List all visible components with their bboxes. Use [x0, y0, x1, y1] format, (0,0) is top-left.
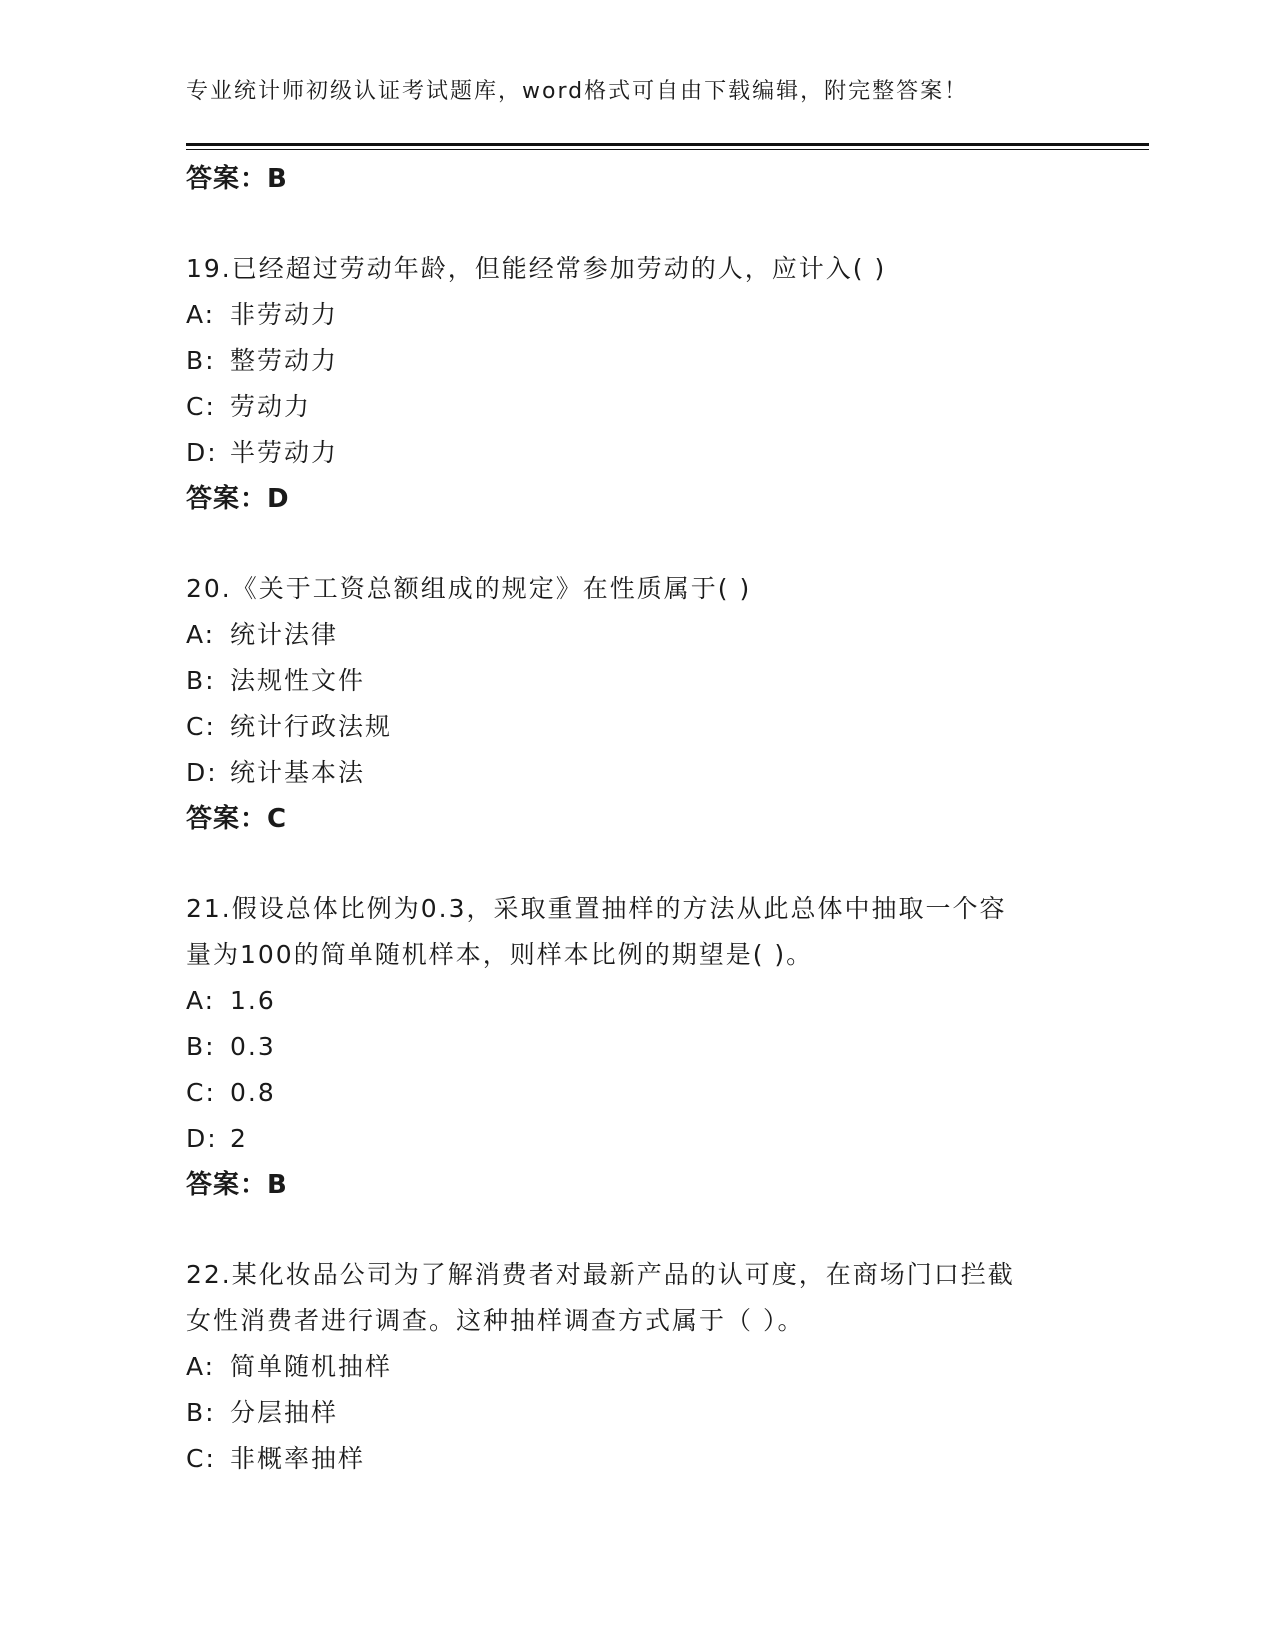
option-d	[186, 1116, 1086, 1162]
option-b	[186, 338, 1086, 384]
option-a	[186, 612, 1086, 658]
header-rule-thick	[186, 143, 1149, 146]
option-b	[186, 658, 1086, 704]
option-a	[186, 292, 1086, 338]
question-22	[186, 1252, 1086, 1482]
question-stem-line2: 量为100的简单随机样本，则样本比例的期望是( )。	[186, 940, 814, 969]
option-c	[186, 1070, 1086, 1116]
answer-line: 答案：C	[186, 804, 288, 834]
option-text: 1.6	[230, 986, 276, 1015]
option-b	[186, 1024, 1086, 1070]
option-text: 统计行政法规	[230, 712, 393, 741]
option-letter: C:	[186, 1444, 216, 1473]
question-stem-line1: 21.假设总体比例为0.3，采取重置抽样的方法从此总体中抽取一个容	[186, 894, 1007, 923]
header-rule-thin	[186, 149, 1149, 150]
option-letter: D:	[186, 1124, 218, 1153]
option-c	[186, 384, 1086, 430]
option-letter: B:	[186, 1032, 216, 1061]
option-text: 简单随机抽样	[230, 1352, 393, 1381]
question-stem: 19.已经超过劳动年龄，但能经常参加劳动的人，应计入( )	[186, 254, 887, 283]
option-letter: D:	[186, 758, 218, 787]
option-text: 法规性文件	[230, 666, 366, 695]
option-text: 劳动力	[230, 392, 312, 421]
option-letter: B:	[186, 346, 216, 375]
question-19	[186, 246, 1086, 522]
question-list	[186, 156, 1086, 1482]
answer-line: 答案：B	[186, 1170, 288, 1200]
option-text: 半劳动力	[230, 438, 339, 467]
option-letter: B:	[186, 666, 216, 695]
option-text: 整劳动力	[230, 346, 339, 375]
option-letter: A:	[186, 620, 216, 649]
option-d	[186, 750, 1086, 796]
option-letter: C:	[186, 1078, 216, 1107]
option-d	[186, 430, 1086, 476]
option-text: 非概率抽样	[230, 1444, 366, 1473]
option-letter: C:	[186, 392, 216, 421]
option-letter: D:	[186, 438, 218, 467]
option-a	[186, 1344, 1086, 1390]
option-a	[186, 978, 1086, 1024]
option-letter: A:	[186, 986, 216, 1015]
option-letter: A:	[186, 1352, 216, 1381]
question-stem-line2: 女性消费者进行调查。这种抽样调查方式属于（ ）。	[186, 1306, 805, 1335]
question-stem-line1: 22.某化妆品公司为了解消费者对最新产品的认可度，在商场门口拦截	[186, 1260, 1015, 1289]
question-20	[186, 566, 1086, 842]
option-b	[186, 1390, 1086, 1436]
question-21	[186, 886, 1086, 1208]
option-c	[186, 704, 1086, 750]
option-text: 非劳动力	[230, 300, 339, 329]
option-text: 分层抽样	[230, 1398, 339, 1427]
option-letter: A:	[186, 300, 216, 329]
option-text: 统计基本法	[230, 758, 366, 787]
option-text: 统计法律	[230, 620, 339, 649]
answer-line: 答案：D	[186, 484, 290, 514]
page-header: 专业统计师初级认证考试题库，word格式可自由下载编辑，附完整答案！	[186, 79, 969, 104]
option-text: 0.8	[230, 1078, 276, 1107]
option-text: 0.3	[230, 1032, 276, 1061]
option-c	[186, 1436, 1086, 1482]
option-letter: C:	[186, 712, 216, 741]
question-stem: 20.《关于工资总额组成的规定》在性质属于( )	[186, 574, 752, 603]
option-text: 2	[230, 1124, 248, 1153]
option-letter: B:	[186, 1398, 216, 1427]
answer-line: 答案：B	[186, 164, 288, 194]
